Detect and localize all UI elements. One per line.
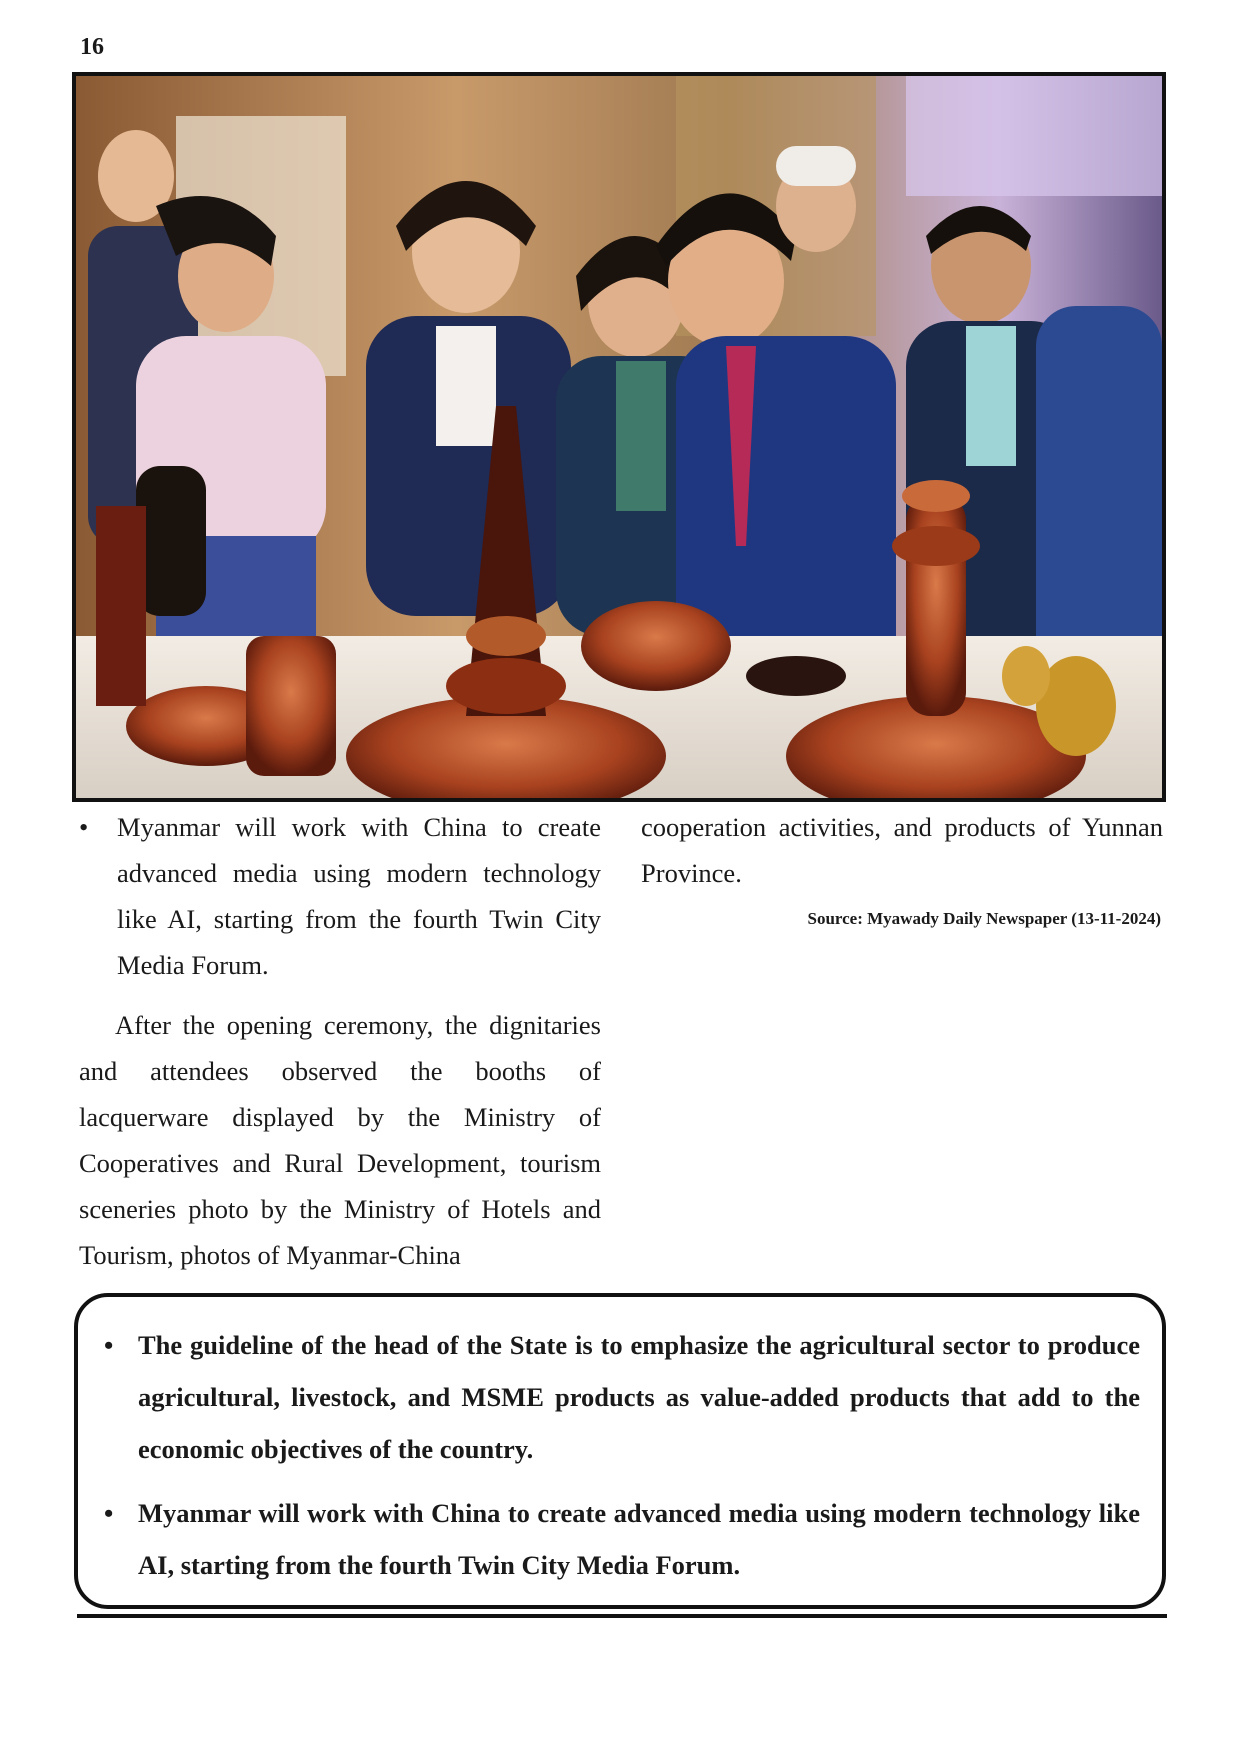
news-photo xyxy=(72,72,1166,802)
key-point-item xyxy=(98,1487,1140,1591)
bottom-divider xyxy=(77,1614,1167,1618)
body-paragraph: After the opening ceremony, the dignitaries and attendees observed the booths of lacquerware displayed by the Ministry of Cooperatives and Rural Development, tourism sceneries photo by the Ministry of Hotels and Tourism, photos of Myanmar-China xyxy=(79,1010,601,1270)
bullet-text: Myanmar will work with China to create advanced media using modern technology like AI, starting from the fourth Twin City Media Forum. xyxy=(117,812,601,980)
page-number: 16 xyxy=(80,34,104,60)
bullet-icon: • xyxy=(104,1498,114,1528)
key-point-text: Myanmar will work with China to create advanced media using modern technology like AI, starting from the fourth Twin City Media Forum. xyxy=(138,1498,1140,1580)
bullet-icon: • xyxy=(104,1330,114,1360)
source-credit: Source: Myawady Daily Newspaper (13-11-2024) xyxy=(807,909,1161,928)
key-points-box xyxy=(74,1293,1166,1609)
lacquerware-exhibition-photo xyxy=(76,76,1162,798)
bullet-icon: • xyxy=(79,812,89,842)
article-left-column xyxy=(79,804,601,1278)
body-paragraph-continued: cooperation activities, and products of Yunnan Province. xyxy=(641,812,1163,888)
key-point-item xyxy=(98,1319,1140,1475)
key-point-text: The guideline of the head of the State is to emphasize the agricultural sector to produce agricultural, livestock, and MSME products as value-added products that add to the economic objectives of the country. xyxy=(138,1330,1140,1464)
article-right-column xyxy=(641,804,1163,934)
list-item xyxy=(79,804,601,988)
